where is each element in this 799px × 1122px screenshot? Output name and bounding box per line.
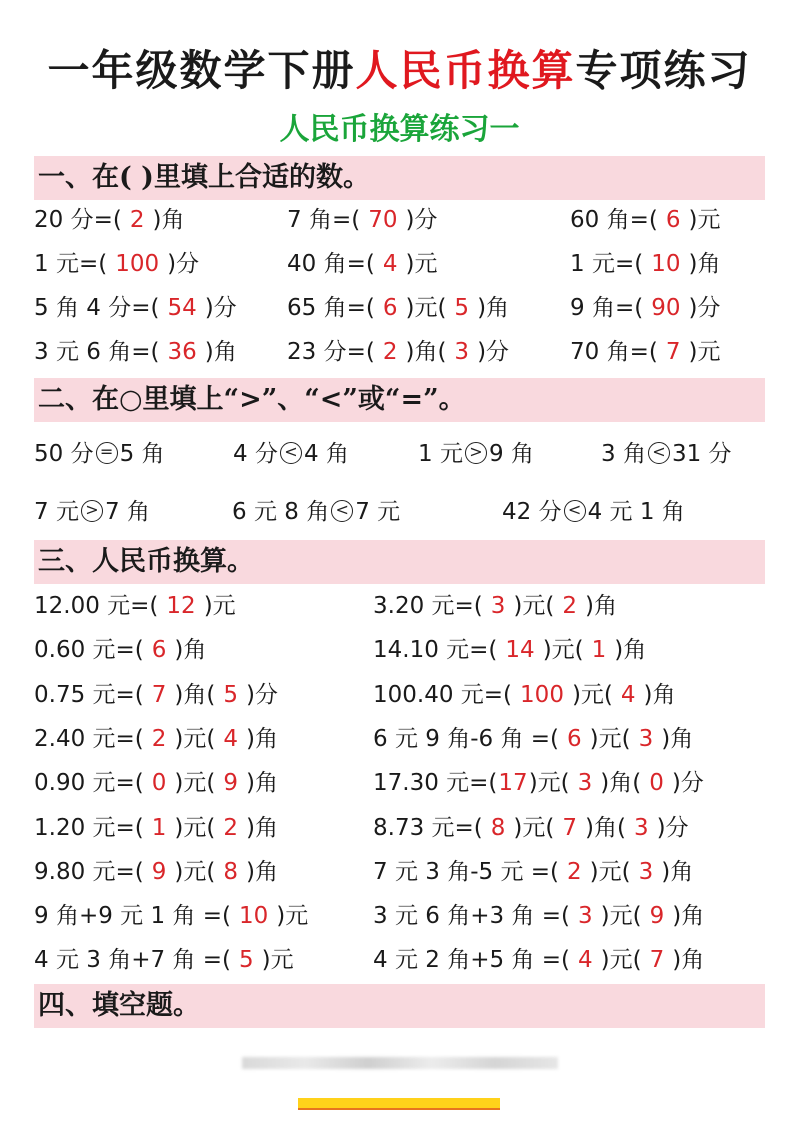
answer: 10 <box>238 903 269 930</box>
exercise-item <box>34 242 199 286</box>
compare-item <box>502 490 685 534</box>
question-text: )角 <box>672 903 705 930</box>
question-text: )分 <box>204 295 237 321</box>
exercise-item <box>287 286 509 330</box>
answer: 3 <box>490 593 506 619</box>
exercise-item <box>34 286 237 330</box>
question-text: 4 元 2 角+5 角 =( <box>373 947 570 974</box>
answer: 7 <box>151 681 167 708</box>
question-text: 6 元 9 角-6 角 =( <box>373 725 559 752</box>
page-subtitle: 人民币换算练习一 <box>279 112 520 147</box>
exercise-item <box>34 330 237 374</box>
question-text: 9 角+9 元 1 角 =( <box>34 903 231 930</box>
answer: 1 <box>151 814 167 841</box>
compare-left: 6 元 8 角 <box>232 499 330 525</box>
question-text: 3.20 元=( <box>373 593 483 619</box>
question-text: )角 <box>152 207 185 233</box>
question-text: )元( <box>600 903 642 930</box>
answer: 54 <box>167 295 197 321</box>
exercise-item <box>287 198 437 242</box>
question-text: 2.40 元=( <box>34 725 144 752</box>
conversion-item <box>373 806 689 850</box>
question-text: )角 <box>643 681 676 708</box>
question-text: 20 分=( <box>34 207 122 233</box>
conversion-item <box>373 584 617 628</box>
exercise-row <box>0 242 799 286</box>
answer: 100 <box>520 681 564 708</box>
answer: 8 <box>490 814 506 841</box>
conversion-row <box>0 717 799 761</box>
question-text: 12.00 元=( <box>34 593 159 619</box>
exercise-item <box>34 198 184 242</box>
conversion-item <box>373 938 704 982</box>
compare-right: 7 角 <box>104 499 150 525</box>
question-text: )角 <box>672 947 705 974</box>
question-text: )元( <box>174 770 216 797</box>
answer: 36 <box>167 339 197 365</box>
compare-left: 7 元 <box>34 499 79 525</box>
compare-item <box>34 432 165 476</box>
exercise-row <box>0 198 799 242</box>
compare-item <box>418 432 534 476</box>
answer: 5 <box>238 947 254 974</box>
question-text: 65 角=( <box>287 295 375 321</box>
answer: 9 <box>223 770 239 797</box>
compare-left: 50 分 <box>34 441 94 467</box>
compare-circle-answer: < <box>564 500 586 522</box>
title-part-2: 人民币换算 <box>355 46 576 95</box>
question-text: 70 角=( <box>570 339 658 365</box>
answer: 1 <box>591 637 607 664</box>
conversion-item <box>34 938 294 982</box>
conversion-item <box>34 761 278 805</box>
question-text: )角 <box>614 637 647 664</box>
question-text: )元( <box>405 295 447 321</box>
question-text: )角( <box>405 339 447 365</box>
section-1-heading: 一、在( )里填上合适的数。 <box>34 156 765 200</box>
question-text: 4 元 3 角+7 角 =( <box>34 947 231 974</box>
compare-item <box>233 432 349 476</box>
conversion-item <box>373 761 704 805</box>
question-text: )角 <box>661 725 694 752</box>
answer: 5 <box>223 681 239 708</box>
answer: 0 <box>649 770 664 797</box>
answer: 3 <box>577 770 593 797</box>
conversion-item <box>373 717 693 761</box>
answer: 70 <box>368 207 398 233</box>
conversion-item <box>373 673 676 717</box>
conversion-row <box>0 628 799 672</box>
question-text: 40 角=( <box>287 251 375 277</box>
answer: 9 <box>649 903 665 930</box>
compare-circle-answer: < <box>280 442 302 464</box>
question-text: )角 <box>661 858 694 885</box>
compare-left: 3 角 <box>601 441 646 467</box>
answer: 4 <box>223 725 239 752</box>
question-text: 0.90 元=( <box>34 770 144 797</box>
footer-banner <box>298 1098 500 1110</box>
answer: 5 <box>454 295 470 321</box>
section-4-heading: 四、填空题。 <box>34 984 765 1028</box>
question-text: )元 <box>688 339 721 365</box>
answer: 17 <box>498 770 528 797</box>
conversion-row <box>0 673 799 717</box>
answer: 6 <box>151 637 167 664</box>
question-text: 1 元=( <box>570 251 644 277</box>
question-text: )分 <box>477 339 510 365</box>
question-text: 7 元 3 角-5 元 =( <box>373 858 559 885</box>
conversion-item <box>373 894 704 938</box>
answer: 2 <box>223 814 239 841</box>
section-2-heading: 二、在○里填上“>”、“<”或“=”。 <box>34 378 765 422</box>
question-text: )角 <box>688 251 721 277</box>
exercise-item <box>287 242 437 286</box>
question-text: )角 <box>246 725 278 752</box>
answer: 7 <box>562 814 578 841</box>
compare-right: 5 角 <box>119 441 165 467</box>
question-text: 8.73 元=( <box>373 814 483 841</box>
exercise-item <box>570 242 720 286</box>
blurred-footer-text <box>242 1057 558 1069</box>
compare-item <box>34 490 150 534</box>
question-text: )元 <box>688 207 721 233</box>
exercise-item <box>570 198 720 242</box>
conversion-item <box>373 628 646 672</box>
question-text: )角 <box>246 858 278 885</box>
question-text: )元( <box>528 770 570 797</box>
conversion-item <box>373 850 693 894</box>
answer: 3 <box>638 858 654 885</box>
compare-right: 4 元 1 角 <box>587 499 685 525</box>
answer: 4 <box>382 251 398 277</box>
answer: 6 <box>665 207 681 233</box>
question-text: )元( <box>513 814 555 841</box>
question-text: )角 <box>204 339 237 365</box>
exercise-row <box>0 330 799 374</box>
conversion-row <box>0 584 799 628</box>
conversion-row <box>0 894 799 938</box>
question-text: 1 元=( <box>34 251 108 277</box>
compare-left: 1 元 <box>418 441 463 467</box>
compare-right: 31 分 <box>671 441 732 467</box>
section-3-heading: 三、人民币换算。 <box>34 540 765 584</box>
answer: 7 <box>649 947 665 974</box>
answer: 100 <box>115 251 160 277</box>
question-text: 14.10 元=( <box>373 637 498 664</box>
answer: 6 <box>382 295 398 321</box>
question-text: )角( <box>585 814 626 841</box>
compare-item <box>232 490 400 534</box>
question-text: 9.80 元=( <box>34 858 144 885</box>
question-text: 0.75 元=( <box>34 681 144 708</box>
conversion-item <box>34 584 236 628</box>
question-text: )分 <box>656 814 689 841</box>
question-text: 23 分=( <box>287 339 375 365</box>
exercise-item <box>570 330 720 374</box>
answer: 90 <box>651 295 681 321</box>
conversion-row <box>0 850 799 894</box>
conversion-item <box>34 673 278 717</box>
answer: 4 <box>577 947 593 974</box>
question-text: 7 角=( <box>287 207 361 233</box>
conversion-row <box>0 761 799 805</box>
question-text: )元( <box>174 725 216 752</box>
question-text: 5 角 4 分=( <box>34 295 160 321</box>
question-text: 9 角=( <box>570 295 644 321</box>
compare-circle-answer: < <box>331 500 353 522</box>
page-title <box>0 38 799 98</box>
question-text: )角 <box>477 295 510 321</box>
question-text: )分 <box>688 295 721 321</box>
question-text: 60 角=( <box>570 207 658 233</box>
question-text: 17.30 元=( <box>373 770 498 797</box>
exercise-row <box>0 286 799 330</box>
question-text: )分 <box>246 681 278 708</box>
question-text: )元( <box>513 593 555 619</box>
answer: 7 <box>665 339 681 365</box>
question-text: )元( <box>589 858 631 885</box>
answer: 2 <box>151 725 167 752</box>
question-text: )元( <box>542 637 584 664</box>
answer: 12 <box>166 593 196 619</box>
question-text: 3 元 6 角+3 角 =( <box>373 903 570 930</box>
exercise-item <box>570 286 720 330</box>
answer: 3 <box>638 725 654 752</box>
compare-left: 42 分 <box>502 499 562 525</box>
answer: 2 <box>567 858 582 885</box>
question-text: )角 <box>246 770 278 797</box>
exercise-item <box>287 330 509 374</box>
answer: 2 <box>382 339 398 365</box>
question-text: )元( <box>571 681 613 708</box>
answer: 10 <box>651 251 681 277</box>
answer: 3 <box>577 903 593 930</box>
compare-item <box>601 432 732 476</box>
conversion-item <box>34 806 278 850</box>
question-text: )元 <box>203 593 236 619</box>
compare-row <box>0 432 799 476</box>
answer: 14 <box>505 637 535 664</box>
conversion-item <box>34 850 278 894</box>
answer: 4 <box>620 681 636 708</box>
conversion-row <box>0 806 799 850</box>
title-part-3: 专项练习 <box>575 46 752 95</box>
question-text: 100.40 元=( <box>373 681 513 708</box>
question-text: )元( <box>174 858 216 885</box>
question-text: )元 <box>276 903 309 930</box>
question-text: )角 <box>174 637 207 664</box>
compare-circle-answer: = <box>96 442 118 464</box>
answer: 3 <box>454 339 470 365</box>
question-text: 1.20 元=( <box>34 814 144 841</box>
compare-right: 4 角 <box>303 441 349 467</box>
conversion-item <box>34 717 278 761</box>
compare-row <box>0 490 799 534</box>
question-text: )元( <box>600 947 642 974</box>
question-text: )角( <box>174 681 216 708</box>
answer: 2 <box>129 207 145 233</box>
question-text: )元( <box>589 725 631 752</box>
question-text: )角( <box>600 770 642 797</box>
question-text: )分 <box>405 207 438 233</box>
compare-right: 9 角 <box>488 441 534 467</box>
answer: 2 <box>562 593 578 619</box>
compare-circle-answer: > <box>465 442 487 464</box>
question-text: )分 <box>167 251 200 277</box>
question-text: 0.60 元=( <box>34 637 144 664</box>
answer: 3 <box>633 814 649 841</box>
question-text: )分 <box>671 770 704 797</box>
conversion-item <box>34 628 206 672</box>
conversion-item <box>34 894 308 938</box>
question-text: )元 <box>405 251 438 277</box>
answer: 0 <box>151 770 167 797</box>
answer: 9 <box>151 858 167 885</box>
compare-circle-answer: < <box>648 442 670 464</box>
compare-right: 7 元 <box>355 499 401 525</box>
answer: 6 <box>567 725 582 752</box>
question-text: )角 <box>246 814 278 841</box>
question-text: 3 元 6 角=( <box>34 339 160 365</box>
answer: 8 <box>223 858 239 885</box>
conversion-row <box>0 938 799 982</box>
compare-circle-answer: > <box>81 500 103 522</box>
compare-left: 4 分 <box>233 441 278 467</box>
question-text: )角 <box>585 593 617 619</box>
question-text: )元( <box>174 814 216 841</box>
title-part-1: 一年级数学下册 <box>47 46 356 95</box>
question-text: )元 <box>261 947 294 974</box>
